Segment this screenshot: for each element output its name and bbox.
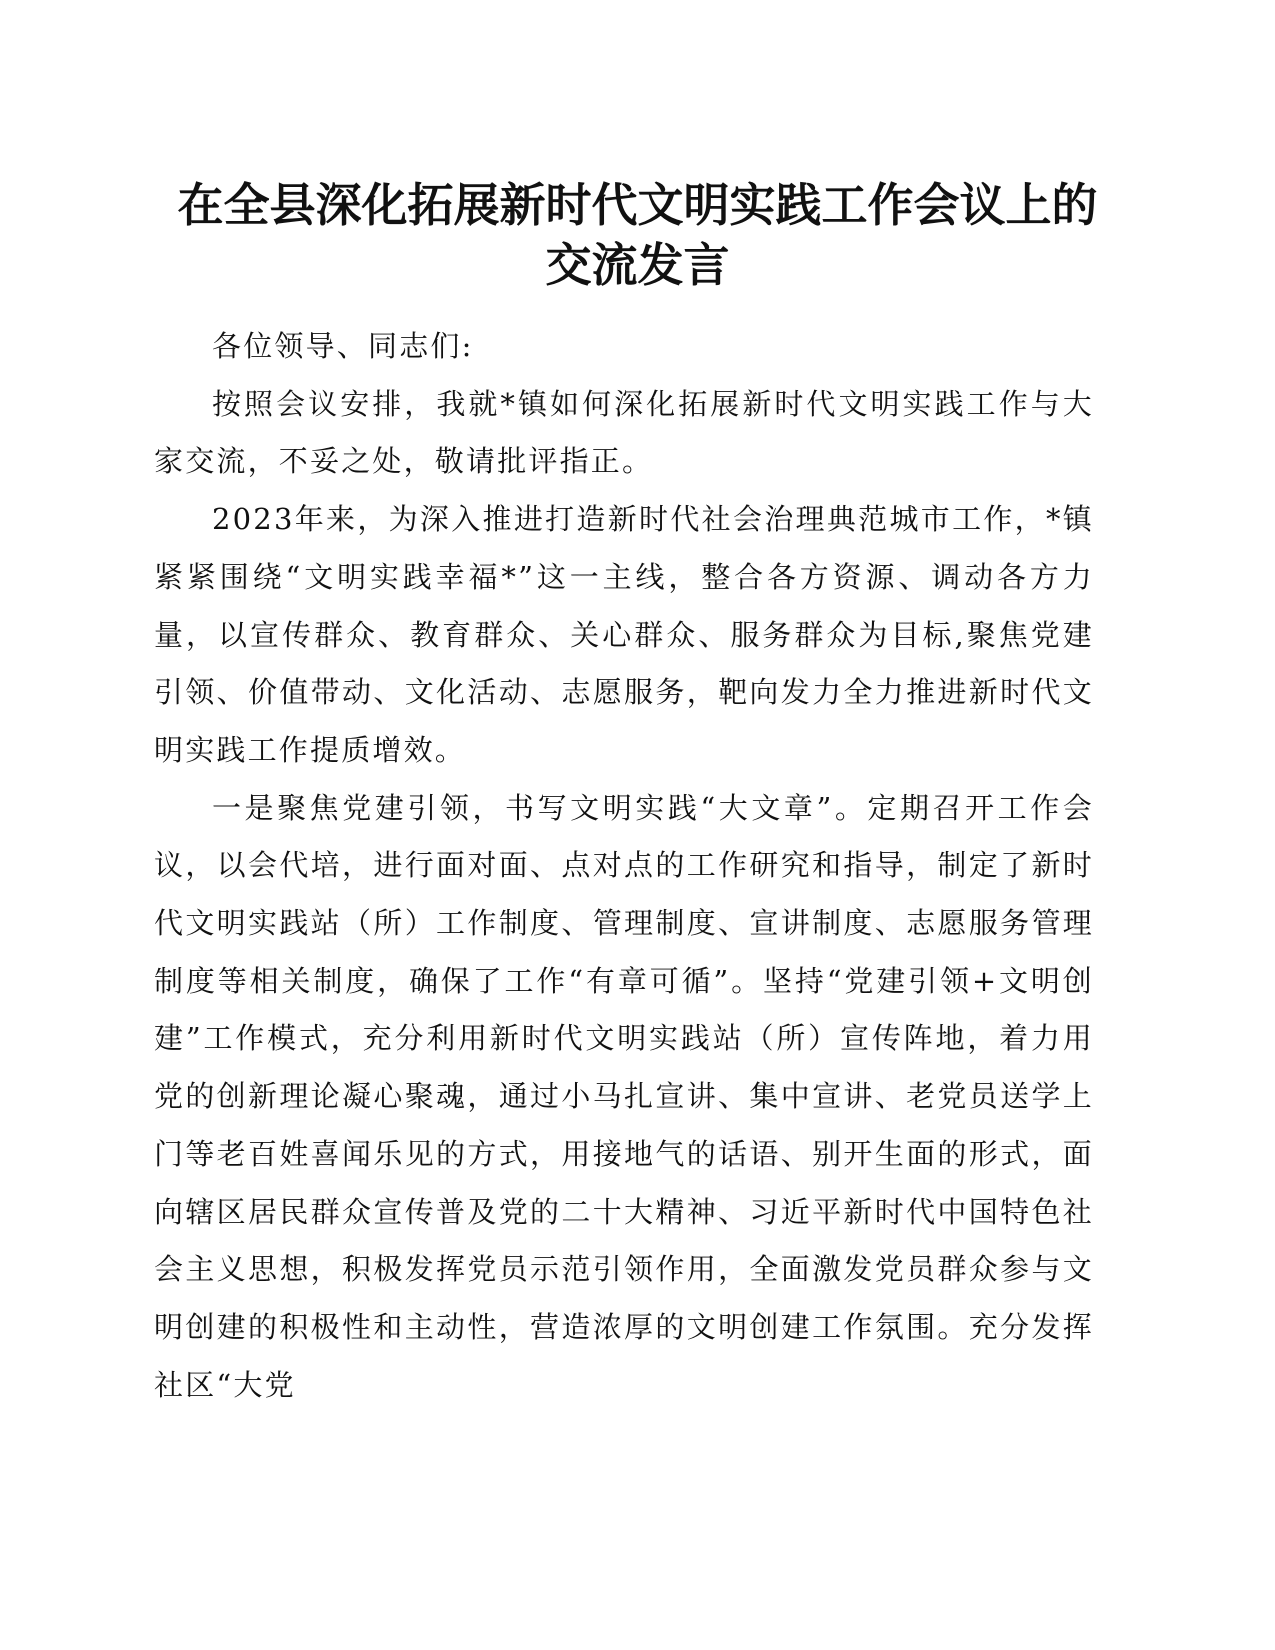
document-body xyxy=(154,318,1094,1414)
salutation-paragraph: 各位领导、同志们: xyxy=(212,329,474,363)
section-one-paragraph: 一是聚焦党建引领，书写文明实践“大文章”。定期召开工作会议，以会代培，进行面对面、点对点的工作研究和指导，制定了新时代文明实践站（所）工作制度、管理制度、宣讲制度、志愿服务管理制度等相关制度，确保了工作“有章可循”。坚持“党建引领+文明创建”工作模式，充分利用新时代文明实践站（所）宣传阵地，着力用党的创新理论凝心聚魂，通过小马扎宣讲、集中宣讲、老党员送学上门等老百姓喜闻乐见的方式，用接地气的话语、别开生面的形式，面向辖区居民群众宣传普及党的二十大精神、习近平新时代中国特色社会主义思想，积极发挥党员示范引领作用，全面激发党员群众参与文明创建的积极性和主动性，营造浓厚的文明创建工作氛围。充分发挥社区“大党 xyxy=(154,790,1094,1402)
document-title-line-1: 在全县深化拓展新时代文明实践工作会议上的 xyxy=(177,178,1098,232)
overview-paragraph: 2023年来，为深入推进打造新时代社会治理典范城市工作，*镇紧紧围绕“文明实践幸福*”这一主线，整合各方资源、调动各方力量，以宣传群众、教育群众、关心群众、服务群众为目标,聚焦党建引领、价值带动、文化活动、志愿服务，靶向发力全力推进新时代文明实践工作提质增效。 xyxy=(154,502,1094,767)
document-title-line-2: 交流发言 xyxy=(545,238,730,292)
intro-paragraph: 按照会议安排，我就*镇如何深化拓展新时代文明实践工作与大家交流，不妥之处，敬请批评指正。 xyxy=(154,386,1094,479)
